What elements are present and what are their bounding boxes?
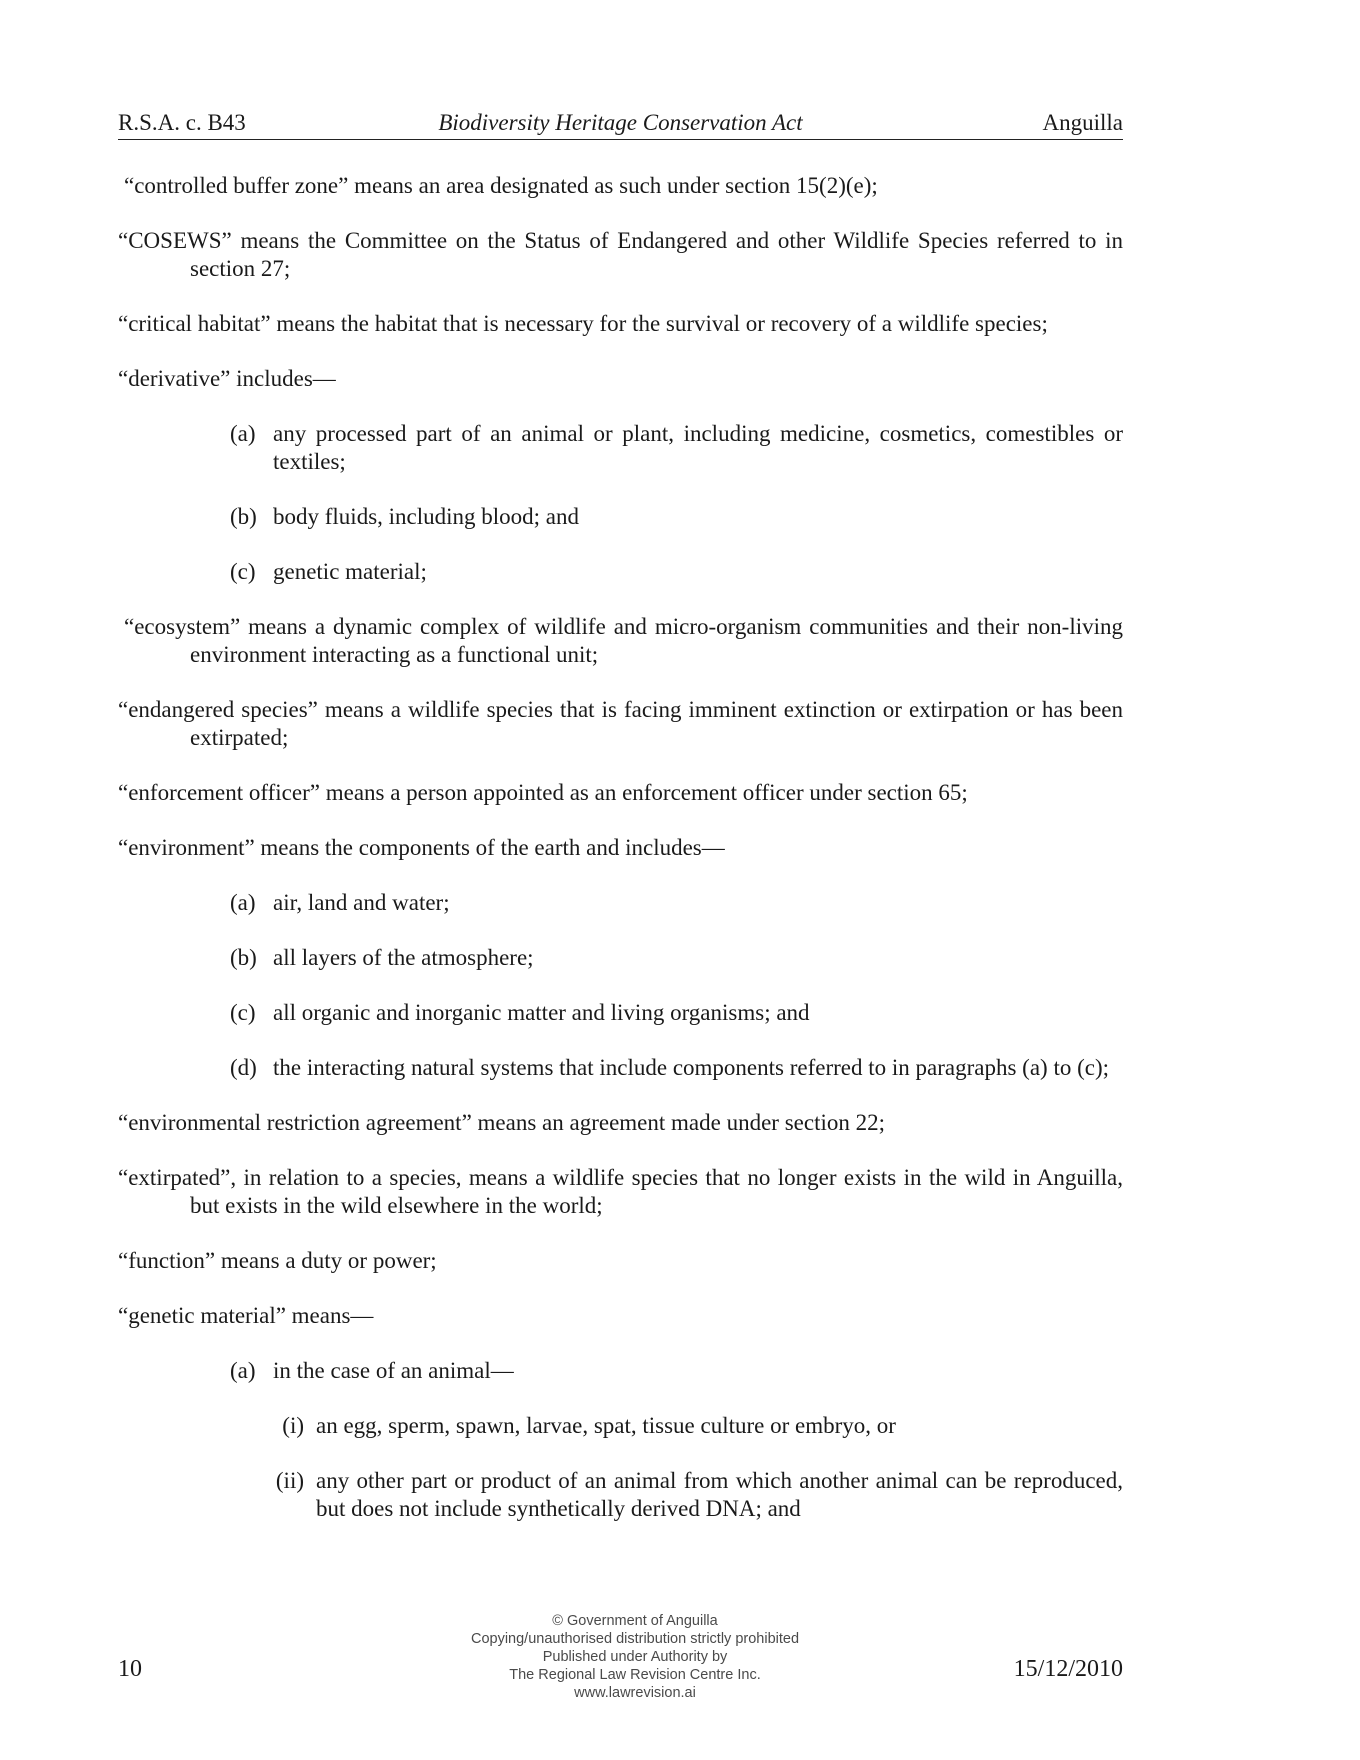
list-item: (a) air, land and water;	[230, 890, 450, 915]
definition-cosews: “COSEWS” means the Committee on the Status of Endangered and other Wildlife Species referred to in section 27;	[118, 228, 1123, 281]
sub-list-item: (i) an egg, sperm, spawn, larvae, spat, tissue culture or embryo, or	[282, 1413, 896, 1438]
list-item: (a) any processed part of an animal or plant, including medicine, cosmetics, comestibles or textiles;	[230, 421, 1123, 474]
copyright-notice: © Government of Anguilla Copying/unauthorised distribution strictly prohibited Published under Authority by The Regional Law Revision Centre Inc. www.lawrevision.ai	[340, 1612, 930, 1702]
definition-controlled-buffer-zone: “controlled buffer zone” means an area designated as such under section 15(2)(e);	[124, 173, 878, 198]
revision-date: 15/12/2010	[1013, 1656, 1123, 1682]
definition-critical-habitat: “critical habitat” means the habitat that is necessary for the survival or recovery of a wildlife species;	[118, 311, 1048, 336]
list-item: (a) in the case of an animal—	[230, 1358, 514, 1383]
definition-extirpated: “extirpated”, in relation to a species, means a wildlife species that no longer exists in the wild in Anguilla, but exists in the wild elsewhere in the world;	[118, 1165, 1123, 1218]
list-item: (d) the interacting natural systems that include components referred to in paragraphs (a) to (c);	[230, 1055, 1109, 1080]
definition-environment: “environment” means the components of the earth and includes—	[118, 835, 725, 860]
sub-list-item: (ii) any other part or product of an animal from which another animal can be reproduced, but does not include synthetically derived DNA; and	[275, 1468, 1123, 1521]
definition-ecosystem: “ecosystem” means a dynamic complex of wildlife and micro-organism communities and their non-living environment interacting as a functional unit;	[124, 614, 1123, 667]
header-jurisdiction: Anguilla	[1042, 110, 1123, 135]
list-item: (c) genetic material;	[230, 559, 427, 584]
document-body	[118, 172, 1123, 1550]
list-item: (b) body fluids, including blood; and	[230, 504, 580, 529]
running-header	[118, 110, 1123, 140]
definition-function: “function” means a duty or power;	[118, 1248, 437, 1273]
definition-enforcement-officer: “enforcement officer” means a person appointed as an enforcement officer under section 65;	[118, 780, 968, 805]
definition-endangered-species: “endangered species” means a wildlife species that is facing imminent extinction or extirpation or has been extirpated;	[118, 697, 1123, 750]
website-link: www.lawrevision.ai	[574, 1685, 696, 1701]
header-act-title: Biodiversity Heritage Conservation Act	[438, 110, 803, 135]
header-rule	[118, 139, 1123, 140]
definition-environmental-restriction-agreement: “environmental restriction agreement” means an agreement made under section 22;	[118, 1110, 885, 1135]
definition-derivative: “derivative” includes—	[118, 366, 336, 391]
definition-genetic-material: “genetic material” means—	[118, 1303, 374, 1328]
page-number: 10	[118, 1656, 142, 1682]
list-item: (c) all organic and inorganic matter and living organisms; and	[230, 1000, 810, 1025]
list-item: (b) all layers of the atmosphere;	[230, 945, 534, 970]
header-chapter: R.S.A. c. B43	[118, 110, 246, 135]
